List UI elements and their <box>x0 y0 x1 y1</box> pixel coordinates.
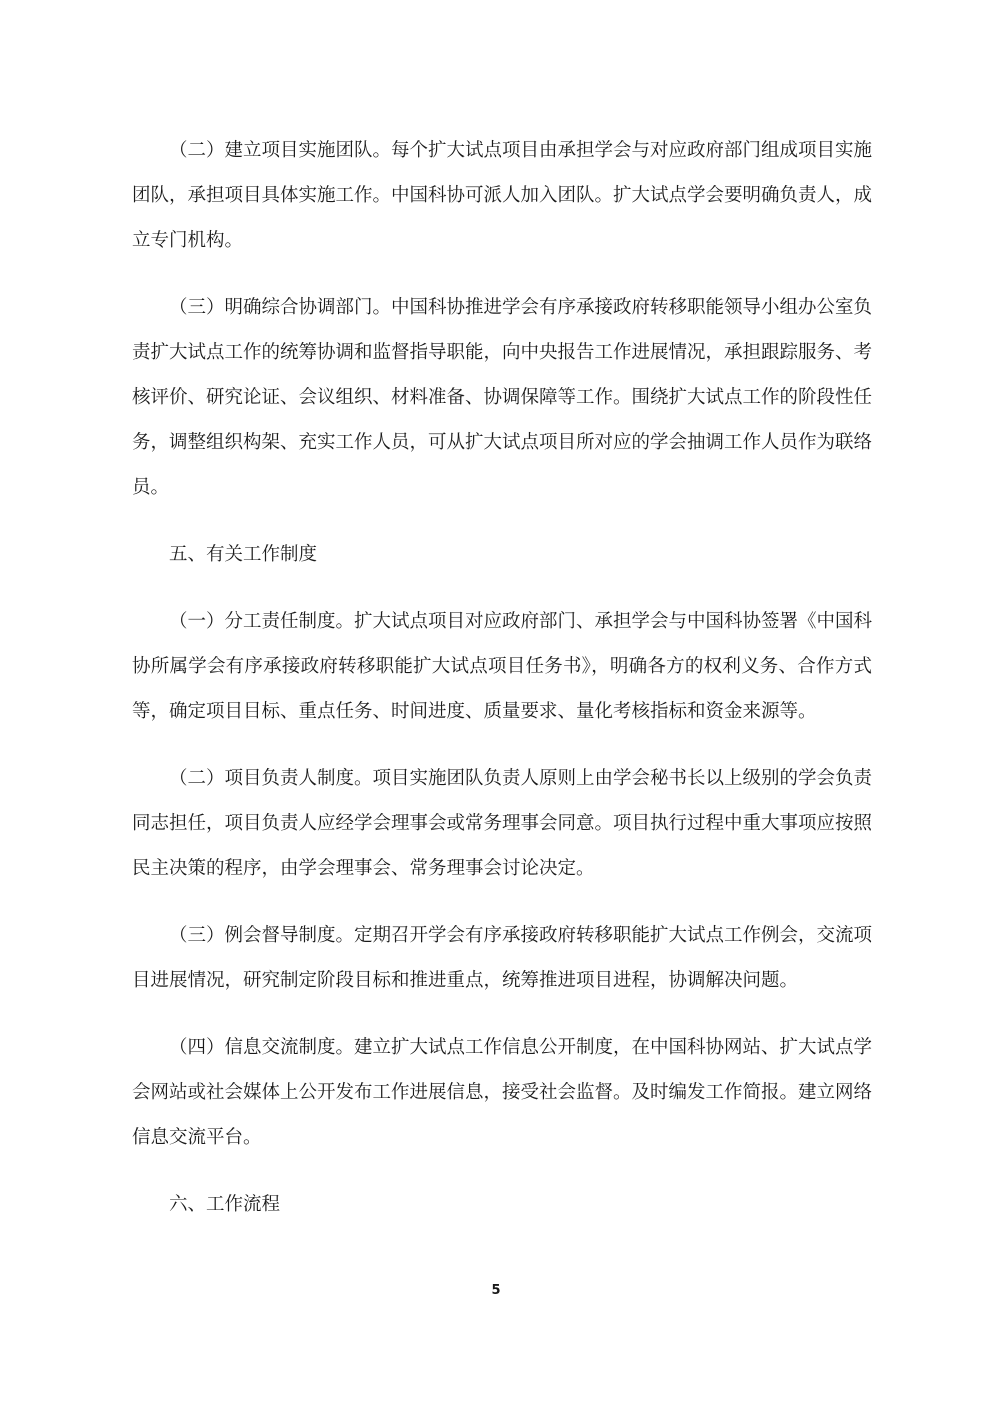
paragraph-information-exchange-system: （四）信息交流制度。建立扩大试点工作信息公开制度，在中国科协网站、扩大试点学会网站或社会媒体上公开发布工作进展信息，接受社会监督。及时编发工作简报。建立网络信息交流平台。 <box>132 1037 873 1148</box>
paragraph-project-team: （二）建立项目实施团队。每个扩大试点项目由承担学会与对应政府部门组成项目实施团队，承担项目具体实施工作。中国科协可派人加入团队。扩大试点学会要明确负责人，成立专门机构。 <box>132 140 873 251</box>
paragraph-regular-meeting-system: （三）例会督导制度。定期召开学会有序承接政府转移职能扩大试点工作例会，交流项目进展情况，研究制定阶段目标和推进重点，统筹推进项目进程，协调解决问题。 <box>132 925 873 991</box>
document-body <box>132 128 872 1249</box>
page-number: 5 <box>491 1283 501 1298</box>
section-heading-workflow: 六、工作流程 <box>169 1194 281 1215</box>
paragraph-responsibility-system: （一）分工责任制度。扩大试点项目对应政府部门、承担学会与中国科协签署《中国科协所属学会有序承接政府转移职能扩大试点项目任务书》，明确各方的权利义务、合作方式等，确定项目目标、重点任务、时间进度、质量要求、量化考核指标和资金来源等。 <box>132 611 873 722</box>
paragraph-project-leader-system: （二）项目负责人制度。项目实施团队负责人原则上由学会秘书长以上级别的学会负责同志担任，项目负责人应经学会理事会或常务理事会同意。项目执行过程中重大事项应按照民主决策的程序，由学会理事会、常务理事会讨论决定。 <box>132 768 873 879</box>
section-heading-work-systems: 五、有关工作制度 <box>169 544 318 565</box>
paragraph-coordination-department: （三）明确综合协调部门。中国科协推进学会有序承接政府转移职能领导小组办公室负责扩大试点工作的统筹协调和监督指导职能，向中央报告工作进展情况，承担跟踪服务、考核评价、研究论证、会议组织、材料准备、协调保障等工作。围绕扩大试点工作的阶段性任务，调整组织构架、充实工作人员，可从扩大试点项目所对应的学会抽调工作人员作为联络员。 <box>132 297 873 498</box>
